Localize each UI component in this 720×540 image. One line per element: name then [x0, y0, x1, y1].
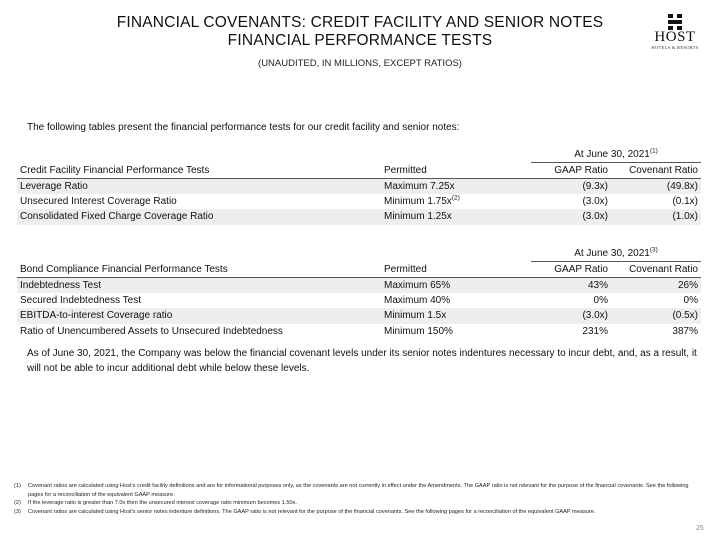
test-name: EBITDA-to-interest Coverage ratio — [17, 308, 381, 324]
date-header: At June 30, 2021$^{(3)}$ — [531, 246, 701, 262]
gaap-ratio: (3.0x) — [531, 209, 611, 225]
permitted-value: Minimum 1.5x — [381, 308, 531, 324]
test-name: Consolidated Fixed Charge Coverage Ratio — [17, 209, 381, 225]
test-name: Ratio of Unencumbered Assets to Unsecured Indebtedness — [20, 325, 283, 337]
footnote-ref: (1) — [649, 147, 658, 155]
table-row — [17, 277, 701, 293]
table-row — [17, 178, 701, 194]
footnote — [14, 508, 704, 517]
gaap-ratio: 43% — [531, 277, 611, 293]
footnote-ref: (3) — [649, 246, 658, 254]
gaap-ratio: (3.0x) — [531, 308, 611, 324]
permitted-value: Minimum 1.25x — [381, 209, 531, 225]
date-header: At June 30, 2021$^{(1)}$ — [531, 147, 701, 163]
table-row — [17, 194, 701, 210]
column-header-covenant-ratio: Covenant Ratio — [611, 262, 701, 278]
table-row — [17, 209, 701, 225]
table-header-row — [17, 163, 701, 179]
column-header-permitted: Permitted — [381, 262, 531, 278]
page-subtitle: (UNAUDITED, IN MILLIONS, EXCEPT RATIOS) — [258, 58, 462, 69]
covenant-note: As of June 30, 2021, the Company was below the financial covenant levels under its senior notes indentures necessary to incur debt, and, as a result, it will not be able to incur additional debt while below these levels. — [27, 348, 697, 374]
title-line-1: FINANCIAL COVENANTS: CREDIT FACILITY AND SENIOR NOTES — [116, 14, 604, 31]
footnote-mark: (3) — [14, 508, 21, 515]
column-header-permitted: Permitted — [381, 163, 531, 179]
covenant-ratio: 387% — [672, 325, 698, 337]
permitted-value: Maximum 7.25x — [381, 178, 531, 194]
covenant-ratio: (1.0x) — [611, 209, 701, 225]
table-date-row — [17, 246, 701, 262]
bond-compliance-table — [17, 246, 701, 339]
table-row — [17, 308, 701, 324]
footnote — [14, 482, 704, 499]
covenant-ratio: (49.8x) — [611, 178, 701, 194]
footnote-mark: (1) — [14, 483, 21, 489]
column-header-test: Bond Compliance Financial Performance Tests — [17, 262, 381, 278]
permitted-value: Minimum $1.75x^{(2)}$ — [384, 194, 460, 207]
test-name: Unsecured Interest Coverage Ratio — [20, 195, 177, 207]
table-header-row — [17, 262, 701, 278]
credit-facility-table — [17, 147, 701, 225]
footnotes — [14, 482, 704, 516]
column-header-test: Credit Facility Financial Performance Tests — [17, 163, 381, 179]
footnote — [14, 499, 704, 508]
covenant-ratio: (0.1x) — [672, 195, 698, 207]
footnote-text: Covenant ratios are calculated using Host’s credit facility definitions and are for informational purposes only, as the covenants are not currently in effect under the Amendments. The GAAP ratio is not relevant for the purpose of the financial covenants. See the following pages for a reconciliation of the equivalent GAAP measure. — [28, 483, 689, 498]
footnote-text: If the leverage ratio is greater than 7.0x then the unsecured interest coverage ratio minimum becomes 1.50x. — [28, 500, 297, 506]
host-logo — [650, 14, 700, 50]
footnote-ref: (2) — [451, 194, 460, 202]
logo-tagline: HOTELS & RESORTS — [651, 45, 699, 50]
logo-wordmark: HOST — [654, 29, 696, 45]
covenant-ratio: 26% — [611, 277, 701, 293]
column-header-gaap-ratio: GAAP Ratio — [531, 262, 611, 278]
host-h-logo-icon — [668, 14, 682, 30]
gaap-ratio: 0% — [593, 294, 608, 306]
gaap-ratio: 231% — [582, 325, 608, 337]
page-title — [60, 14, 660, 50]
covenant-ratio: 0% — [683, 294, 698, 306]
footnote-mark: (2) — [14, 500, 21, 506]
column-header-gaap-ratio: GAAP Ratio — [531, 163, 611, 179]
permitted-value: Maximum 40% — [384, 294, 451, 306]
gaap-ratio: (3.0x) — [582, 195, 608, 207]
page-number: 25 — [696, 525, 704, 532]
test-name: Secured Indebtedness Test — [20, 294, 142, 306]
test-name: Leverage Ratio — [17, 178, 381, 194]
intro-text: The following tables present the financial performance tests for our credit facility and senior notes: — [27, 122, 460, 133]
table-date-row — [17, 147, 701, 163]
column-header-covenant-ratio: Covenant Ratio — [611, 163, 701, 179]
test-name: Indebtedness Test — [17, 277, 381, 293]
table-row — [17, 324, 701, 340]
gaap-ratio: (9.3x) — [531, 178, 611, 194]
permitted-value: Minimum 150% — [384, 325, 453, 337]
title-line-2: FINANCIAL PERFORMANCE TESTS — [227, 32, 493, 49]
table-row — [17, 293, 701, 309]
covenant-ratio: (0.5x) — [611, 308, 701, 324]
footnote-text: Covenant ratios are calculated using Host’s senior notes indenture definitions. The GAAP ratio is not relevant for the purpose of the financial covenants. See the following pages for a reconciliation of the equivalent GAAP measure. — [28, 508, 596, 515]
permitted-value: Maximum 65% — [381, 277, 531, 293]
